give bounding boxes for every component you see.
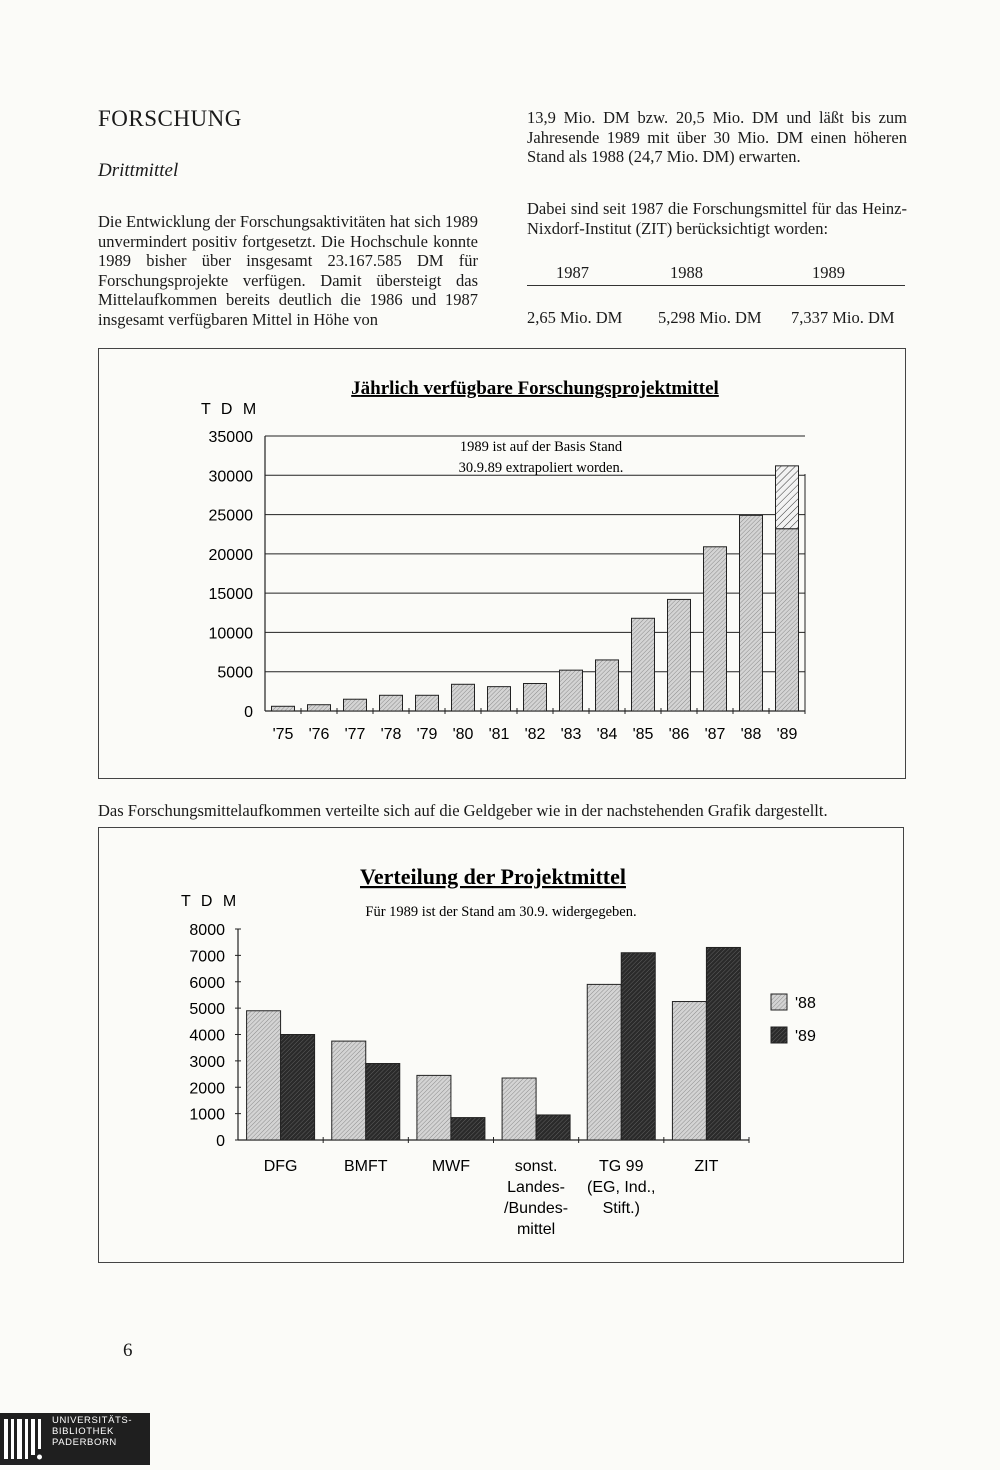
footer-line-2: BIBLIOTHEK (52, 1426, 114, 1437)
chart-1-bar (308, 705, 331, 711)
chart-2-y-axis-label: T D M (181, 893, 240, 910)
chart-1-x-tick-label: '83 (560, 726, 582, 743)
chart-2-legend-swatch (771, 994, 787, 1010)
chart-2-category-label: MWF (431, 1158, 471, 1175)
chart-1-note-line-2: 30.9.89 extrapoliert worden. (458, 460, 624, 476)
body-paragraph-right-2: Dabei sind seit 1987 die Forschungsmittel für das Heinz-Nixdorf-Institut (ZIT) berücksichtigt worden: (527, 199, 907, 238)
chart-2-bar-88 (417, 1075, 451, 1140)
chart-1-bar (704, 547, 727, 711)
zit-value-1989: 7,337 Mio. DM (791, 308, 895, 327)
chart-1-bar (524, 684, 547, 712)
chart-1-x-tick-label: '86 (668, 726, 690, 743)
chart-2-legend-label: '89 (795, 1028, 816, 1045)
chart-1-x-tick-label: '79 (416, 726, 438, 743)
chart-2-legend-label: '88 (795, 995, 816, 1012)
chart-1-x-tick-label: '85 (632, 726, 654, 743)
library-footer-text (52, 1415, 132, 1448)
chart-2-y-tick-label: 8000 (189, 922, 225, 939)
chart-1-bar (740, 515, 763, 711)
chart-1-y-tick-label: 15000 (208, 586, 253, 604)
chart-2-category-label: mittel (516, 1221, 556, 1238)
chart-1-x-tick-label: '75 (272, 726, 294, 743)
chart-1-x-tick-label: '84 (596, 726, 618, 743)
chart-1-bar (488, 687, 511, 711)
body-paragraph-left: Die Entwicklung der Forschungsaktivitäten hat sich 1989 unvermindert positiv fortgesetzt. Die Hochschule konnte 1989 bisher über insgesamt 23.167.585 DM für Forschungsprojekte verfügen. Damit übersteigt das Mittelaufkommen bereits deutlich die 1986 und 1987 insgesamt verfügbaren Mittel in Höhe von (98, 212, 478, 329)
chart-1-x-tick-label: '88 (740, 726, 762, 743)
chart-1-bar (632, 618, 655, 711)
chart-1-y-tick-label: 0 (244, 704, 253, 721)
zit-year-1988: 1988 (670, 263, 703, 282)
chart-1-y-tick-label: 5000 (217, 664, 253, 682)
page-heading: FORSCHUNG (98, 106, 242, 131)
chart-2-legend-swatch (771, 1027, 787, 1043)
page-number: 6 (123, 1340, 133, 1361)
chart-1-note-line-1: 1989 ist auf der Basis Stand (459, 439, 623, 455)
footer-line-3: PADERBORN (52, 1437, 117, 1448)
chart-2-subtitle: Für 1989 ist der Stand am 30.9. widergegeben. (365, 904, 637, 920)
chart-2-bar-88 (502, 1078, 536, 1140)
chart-2-category-label: /Bundes- (504, 1200, 569, 1217)
chart-2-frame (98, 827, 904, 1263)
chart-2-category-label: ZIT (694, 1158, 719, 1175)
chart-caption: Das Forschungsmittelaufkommen verteilte sich auf die Geldgeber wie in der nachstehenden Grafik dargestellt. (98, 801, 828, 820)
chart-1-bar (668, 599, 691, 711)
chart-2-bar-89 (536, 1115, 570, 1140)
chart-2-title: Verteilung der Projektmittel (360, 864, 626, 889)
chart-1-x-tick-label: '76 (308, 726, 330, 743)
chart-2-y-tick-label: 4000 (189, 1027, 225, 1045)
chart-1-x-tick-label: '81 (488, 726, 510, 743)
chart-2-category-label: Stift.) (602, 1200, 640, 1217)
chart-1-y-tick-label: 20000 (208, 546, 253, 564)
chart-2-category-label: (EG, Ind., (587, 1179, 656, 1196)
chart-1-svg (99, 349, 904, 777)
chart-1-x-tick-label: '78 (380, 726, 402, 743)
chart-2-bar-88 (247, 1011, 281, 1140)
chart-1-bar (776, 529, 799, 711)
section-subheading: Drittmittel (98, 160, 179, 181)
chart-1-bar (560, 670, 583, 711)
chart-2-y-tick-label: 6000 (189, 974, 225, 992)
chart-2-category-label: BMFT (343, 1158, 388, 1175)
chart-1-bar (596, 660, 619, 711)
chart-1-x-tick-label: '77 (344, 726, 366, 743)
chart-1-bar-extrapolated (776, 466, 799, 529)
chart-2-category-label: Landes- (507, 1179, 565, 1196)
chart-2-bar-89 (706, 947, 740, 1140)
chart-2-bar-89 (366, 1064, 400, 1140)
chart-1-y-tick-label: 10000 (208, 625, 253, 643)
chart-1-bar (344, 699, 367, 711)
chart-2-bar-89 (451, 1118, 485, 1140)
chart-2-bar-88 (332, 1041, 366, 1140)
chart-1-bar (416, 695, 439, 711)
library-barcode-icon (0, 1413, 48, 1465)
chart-1-bar (272, 706, 295, 711)
chart-1-title: Jährlich verfügbare Forschungsprojektmittel (351, 378, 719, 399)
body-paragraph-right-1: 13,9 Mio. DM bzw. 20,5 Mio. DM und läßt bis zum Jahresende 1989 mit über 30 Mio. DM einen höheren Stand als 1988 (24,7 Mio. DM) erwarten. (527, 108, 907, 166)
zit-table-rule (527, 285, 905, 286)
chart-2-y-tick-label: 0 (216, 1133, 225, 1150)
chart-1-x-tick-label: '89 (776, 726, 798, 743)
footer-line-1: UNIVERSITÄTS- (52, 1415, 133, 1426)
chart-2-category-label: DFG (263, 1158, 298, 1175)
chart-2-category-label: TG 99 (599, 1158, 644, 1175)
zit-year-1987: 1987 (556, 263, 589, 282)
chart-2-category-label: sonst. (514, 1158, 558, 1175)
chart-1-x-tick-label: '82 (524, 726, 546, 743)
chart-1-bar (380, 695, 403, 711)
chart-1-y-tick-label: 30000 (208, 468, 253, 486)
chart-1-y-tick-label: 35000 (208, 429, 253, 446)
chart-1-y-axis-label: T D M (201, 401, 260, 418)
chart-2-bar-88 (587, 984, 621, 1140)
zit-value-1988: 5,298 Mio. DM (658, 308, 762, 327)
chart-2-y-tick-label: 1000 (189, 1106, 225, 1124)
chart-1-x-tick-label: '80 (452, 726, 474, 743)
zit-value-1987: 2,65 Mio. DM (527, 308, 623, 327)
chart-1-bar (452, 684, 475, 711)
chart-2-bar-88 (672, 1002, 706, 1140)
zit-year-1989: 1989 (812, 263, 845, 282)
chart-1-frame (98, 348, 906, 779)
chart-2-svg (99, 828, 902, 1261)
chart-1-y-tick-label: 25000 (208, 507, 253, 525)
chart-2-y-tick-label: 7000 (189, 948, 225, 966)
chart-1-x-tick-label: '87 (704, 726, 726, 743)
chart-2-bar-89 (281, 1035, 315, 1141)
chart-2-y-tick-label: 2000 (189, 1080, 225, 1098)
chart-2-y-tick-label: 3000 (189, 1053, 225, 1071)
chart-2-y-tick-label: 5000 (189, 1001, 225, 1019)
chart-2-bar-89 (621, 953, 655, 1140)
